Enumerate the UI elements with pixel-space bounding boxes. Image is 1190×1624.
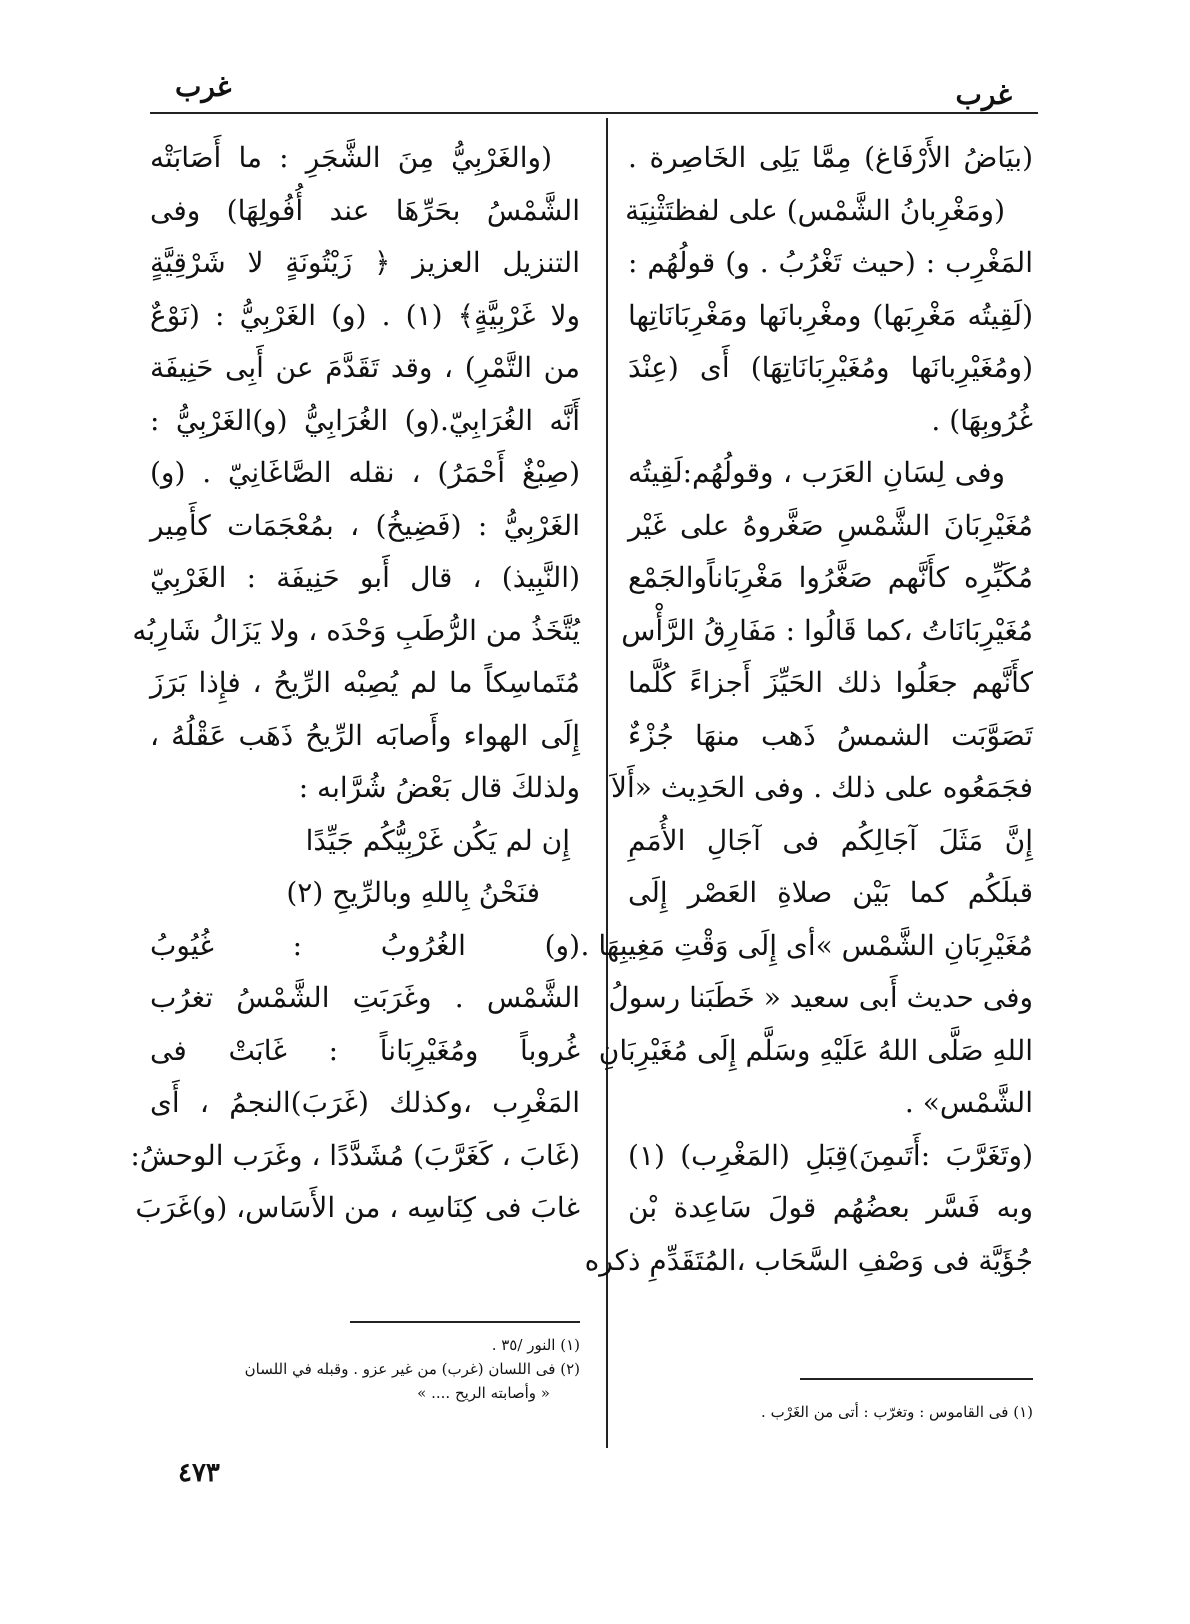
text-line: غُرُوبِهَا) . xyxy=(931,403,1033,437)
text-line: ولذلكَ قال بَعْضُ شُرَّابه : xyxy=(298,771,580,804)
text-line: وفى لِسَانِ العَرَب ، وقولُهُم:لَقِيتُه xyxy=(628,456,1005,489)
text-line: أَنَّه الغُرَابِيّ.(و) الغُرَابِيُّ (و)الغَرْبِيُّ : xyxy=(150,403,580,437)
text-line: إِلَى الهواء وأَصابَه الرِّيحُ ذَهَب عَقْلُهُ ، xyxy=(150,718,580,752)
text-line: المَغْرِب ،وكذلك (غَرَبَ)النجمُ ، أَى xyxy=(150,1086,580,1119)
left-column xyxy=(130,132,581,1235)
text-line: تَصَوَّبَت الشمسُ ذَهب منهَا جُزْءٌ xyxy=(628,718,1033,752)
running-header-left: غرب xyxy=(175,70,232,103)
text-line: التنزيل العزيز ﴿ زَيْتُونَةٍ لا شَرْقِيَّةٍ xyxy=(150,246,580,279)
text-line: (غَابَ ، كَغَرَّبَ) مُشَدَّدًا ، وغَرَب الوحشُ: xyxy=(130,1138,580,1172)
text-line: (وتَغَرَّبَ :أَتَىمِنَ)قِبَلِ (المَغْرِب) (١) xyxy=(628,1138,1033,1172)
text-line: مُغَيْرِبَانَ الشَّمْسِ صَغَّروهُ على غَيْر xyxy=(628,508,1033,542)
text-line: (لَقِيتُه مَغْرِبَها) ومغْرِبانَها ومَغْرِبَانَاتِها xyxy=(628,298,1033,332)
text-line: (ومُغَيْرِبانَها ومُغَيْرِبَانَاتِهَا) أَى (عِنْدَ xyxy=(628,351,1033,384)
text-line: فجَمَعُوه على ذلك . وفى الحَدِيث «أَلاَ xyxy=(611,771,1033,804)
text-line: (و) الغُرُوبُ : غُيُوبُ xyxy=(150,928,580,962)
text-line: المَغْرِب : (حيث تَغْرُبُ . و) قولُهُم : xyxy=(628,246,1033,279)
text-line: يُتَّخَذُ من الرُّطَبِ وَحْدَه ، ولا يَزَالُ شَارِبُه xyxy=(132,613,580,647)
text-line: الشَّمْس . وغَرَبَتِ الشَّمْسُ تغرُب xyxy=(150,981,580,1014)
verse-line: إِن لم يَكُن غَرْبِيُّكُم جَيِّدًا xyxy=(305,823,570,857)
text-line: ولا غَرْبِيَّةٍ﴾ (١) . (و) الغَرْبِيُّ : (نَوْعٌ xyxy=(150,298,581,332)
page-number: ٤٧٣ xyxy=(178,1458,220,1488)
running-header-right: غرب xyxy=(955,78,1012,111)
footnotes-left xyxy=(150,1333,580,1405)
text-line: جُؤَيَّة فى وَصْفِ السَّحَاب ،المُتَقَدِّمِ ذكره xyxy=(584,1243,1033,1277)
footnotes-right xyxy=(628,1400,1033,1424)
text-line: مُكَبِّرِه كأَنَّهم صَغَّرُوا مَغْرِبَاناًوالجَمْع xyxy=(628,561,1033,594)
text-line: (ومَغْرِبانُ الشَّمْس) على لفظتَثْنِيَة xyxy=(625,193,1005,227)
text-line: مُغَيْرِبَانَاتُ ،كما قَالُوا : مَفَارِقُ الرَّأْس xyxy=(621,613,1033,647)
header-rule xyxy=(150,112,1038,114)
text-line: (والغَرْبِيُّ مِنَ الشَّجَرِ : ما أَصَابَتْه xyxy=(150,141,552,174)
text-line: غابَ فى كِنَاسِه ، من الأَسَاس، (و)غَرَبَ xyxy=(135,1191,580,1224)
text-line: (النَّبِيذ) ، قال أَبو حَنِيفَة : الغَرْبِيّ xyxy=(150,561,580,594)
text-line: وبه فَسَّر بعضُهُم قولَ سَاعِدة بْن xyxy=(628,1191,1033,1224)
footnote-rule-right xyxy=(800,1378,1033,1380)
text-line: (صِبْغٌ أَحْمَرُ) ، نقله الصَّاغَانِيّ . (و) xyxy=(150,456,580,489)
footnote: (١) النور /٣٥ . xyxy=(491,1336,580,1354)
text-line: غُروباً ومُغَيْرِبَاناً : غَابَتْ فى xyxy=(150,1033,580,1067)
text-line: اللهِ صَلَّى اللهُ عَلَيْهِ وسَلَّم إِلَى مُغَيْرِبَانِ xyxy=(598,1033,1033,1067)
right-column xyxy=(580,132,1033,1287)
text-line: مُغَيْرِبَانِ الشَّمْس »أى إِلَى وَقْتِ مَغِيبِهَا . xyxy=(580,928,1033,962)
text-line: من التَّمْرِ) ، وقد تَقَدَّمَ عن أَبِى حَنِيفَة xyxy=(150,351,580,384)
text-line: قبلَكُم كما بَيْن صلاةِ العَصْر إِلَى xyxy=(628,876,1033,909)
footnote: (٢) فى اللسان (غرب) من غير عزو . وقبله في اللسان xyxy=(244,1360,580,1378)
text-line: كأَنَّهم جعَلُوا ذلك الحَيِّزَ أَجزاءً كُلَّما xyxy=(628,666,1033,699)
text-line: وفى حديث أَبى سعيد « خَطَبَنا رسولُ xyxy=(608,981,1033,1014)
footnote: « وأصابته الريح .... » xyxy=(417,1384,550,1402)
footnote-rule-left xyxy=(350,1321,580,1323)
text-line: الشَّمْسُ بحَرِّهَا عند أُفُولِهَا) وفى xyxy=(150,193,580,227)
text-line: مُتَماسِكاً ما لم يُصِبْه الرِّيحُ ، فإِذا بَرَزَ xyxy=(150,666,580,699)
verse-line: فنَحْنُ بِاللهِ وبالرِّيحِ (٢) xyxy=(286,876,540,909)
text-line: (بيَاضُ الأَرْفَاغ) مِمَّا يَلِى الخَاصِرة . xyxy=(628,141,1033,174)
text-line: الغَرْبِيُّ : (فَضِيخُ) ، بمُعْجَمَات كأَمِير xyxy=(150,508,580,542)
text-line: إِنَّ مَثَلَ آجَالِكُم فى آجَالِ الأُمَمِ xyxy=(628,823,1033,857)
footnote: (١) فى القاموس : وتغرّب : أتى من الغَرْب . xyxy=(761,1403,1033,1421)
text-line: الشَّمْس» . xyxy=(904,1086,1033,1119)
